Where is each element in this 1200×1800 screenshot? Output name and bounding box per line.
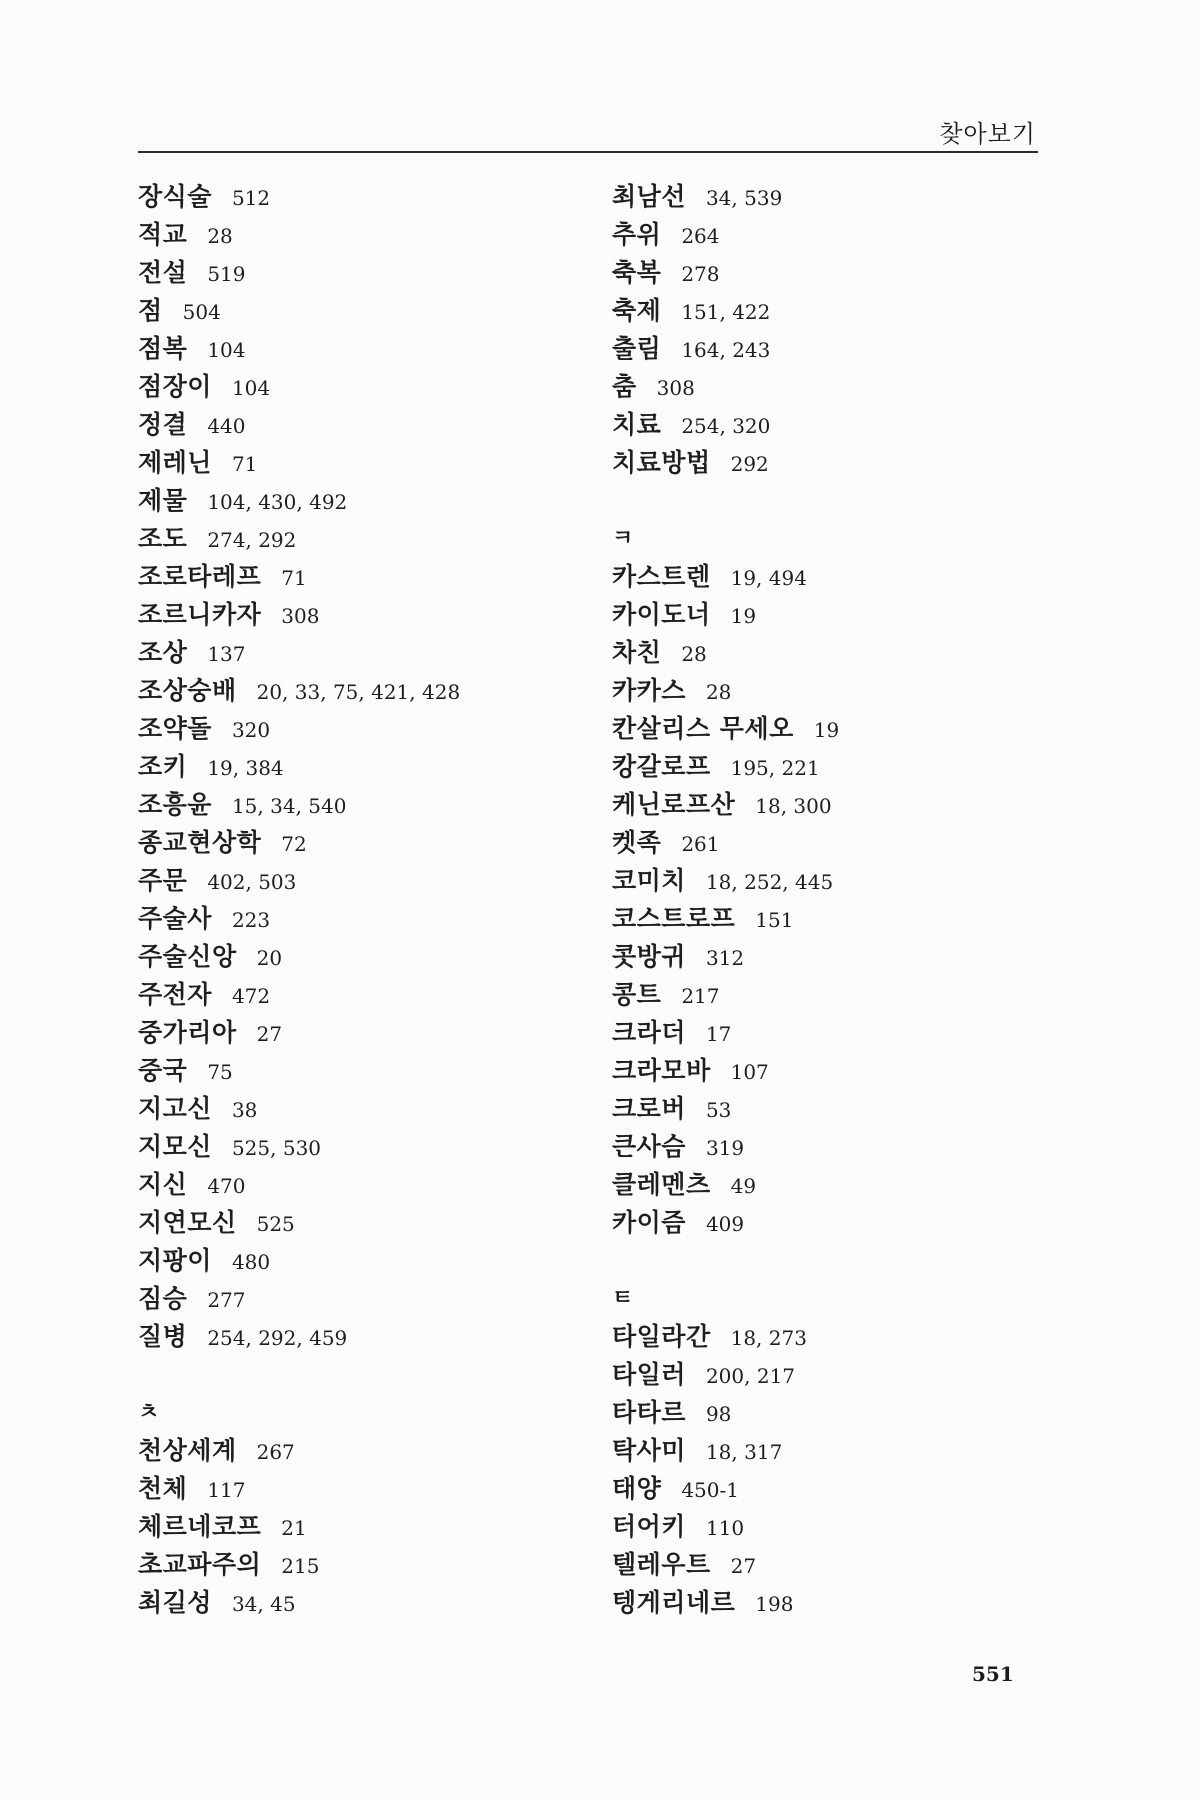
index-term: 태양	[612, 1474, 662, 1503]
index-term: 주전자	[138, 980, 212, 1009]
index-pages: 512	[231, 186, 271, 210]
index-pages: 254, 320	[681, 414, 771, 438]
index-pages: 19, 494	[730, 566, 807, 590]
index-entry	[138, 520, 558, 558]
index-pages: 292	[730, 452, 769, 476]
index-term: 차친	[612, 638, 662, 667]
index-pages: 71	[281, 566, 307, 590]
index-term: 칸살리스 무세오	[612, 714, 794, 743]
index-term: 축제	[612, 296, 662, 325]
index-pages: 17	[705, 1022, 732, 1046]
index-term: 조도	[138, 524, 188, 553]
index-pages: 504	[182, 300, 221, 324]
index-pages: 18, 300	[755, 794, 832, 818]
index-term: 최남선	[612, 182, 686, 211]
index-pages: 28	[681, 642, 707, 666]
section-heading: ㅌ	[612, 1286, 634, 1311]
index-entry	[612, 672, 1032, 710]
index-term: 천체	[138, 1474, 188, 1503]
index-entry	[612, 178, 1032, 216]
index-pages: 28	[705, 680, 732, 704]
index-term: 텔레우트	[612, 1550, 711, 1579]
index-pages: 53	[705, 1098, 732, 1122]
index-pages: 49	[730, 1174, 757, 1198]
index-term: 타일러	[612, 1360, 686, 1389]
index-pages: 274, 292	[207, 528, 297, 552]
index-entry	[138, 444, 558, 482]
index-term: 점장이	[138, 372, 212, 401]
index-term: 축복	[612, 258, 662, 287]
index-entry	[612, 1318, 1032, 1356]
index-pages: 107	[730, 1060, 769, 1084]
index-pages: 104, 430, 492	[207, 490, 348, 514]
section-heading: ㅋ	[612, 526, 634, 551]
index-pages: 480	[231, 1250, 271, 1274]
index-entry	[612, 748, 1032, 786]
index-entry	[612, 254, 1032, 292]
index-term: 제물	[138, 486, 188, 515]
index-term: 조약돌	[138, 714, 212, 743]
index-term: 주술사	[138, 904, 212, 933]
index-term: 짐승	[138, 1284, 188, 1313]
index-pages: 450-1	[681, 1478, 739, 1502]
index-entry	[612, 862, 1032, 900]
index-entry	[138, 1546, 558, 1584]
index-term: 전설	[138, 258, 188, 287]
section-heading: ㅊ	[138, 1400, 160, 1425]
blank-line	[138, 1356, 558, 1394]
index-entry	[138, 254, 558, 292]
index-pages: 198	[755, 1592, 794, 1616]
index-pages: 18, 317	[705, 1440, 783, 1464]
index-term: 치료방법	[612, 448, 711, 477]
index-entry	[612, 1584, 1032, 1622]
index-term: 주술신앙	[138, 942, 237, 971]
index-pages: 20, 33, 75, 421, 428	[256, 680, 461, 704]
index-entry	[138, 938, 558, 976]
index-entry	[612, 1128, 1032, 1166]
index-entry	[612, 368, 1032, 406]
index-entry	[138, 596, 558, 634]
index-entry	[138, 216, 558, 254]
index-entry	[612, 710, 1032, 748]
index-term: 카이즘	[612, 1208, 686, 1237]
index-term: 크라모바	[612, 1056, 711, 1085]
index-entry	[612, 976, 1032, 1014]
index-pages: 519	[207, 262, 246, 286]
index-term: 탁사미	[612, 1436, 686, 1465]
index-term: 카카스	[612, 676, 686, 705]
index-entry	[138, 1432, 558, 1470]
index-pages: 110	[705, 1516, 745, 1540]
index-column-right	[612, 178, 1032, 1622]
index-term: 지연모신	[138, 1208, 237, 1237]
index-entry	[612, 444, 1032, 482]
index-entry	[138, 1090, 558, 1128]
index-entry	[612, 824, 1032, 862]
index-pages: 151	[755, 908, 794, 932]
index-term: 타일라간	[612, 1322, 711, 1351]
index-term: 종교현상학	[138, 828, 262, 857]
index-term: 중가리아	[138, 1018, 237, 1047]
index-entry	[138, 292, 558, 330]
index-entry	[612, 1432, 1032, 1470]
index-term: 질병	[138, 1322, 188, 1351]
index-term: 조흥윤	[138, 790, 212, 819]
index-pages: 38	[231, 1098, 258, 1122]
index-term: 지모신	[138, 1132, 212, 1161]
index-pages: 200, 217	[705, 1364, 796, 1388]
index-term: 조상숭배	[138, 676, 237, 705]
index-entry	[612, 1052, 1032, 1090]
index-pages: 104	[207, 338, 246, 362]
index-term: 클레멘츠	[612, 1170, 711, 1199]
index-entry	[138, 1128, 558, 1166]
index-term: 케닌로프산	[612, 790, 736, 819]
index-pages: 21	[281, 1516, 307, 1540]
index-pages: 261	[681, 832, 720, 856]
index-term: 제레닌	[138, 448, 212, 477]
index-pages: 525	[256, 1212, 295, 1236]
index-term: 카이도너	[612, 600, 711, 629]
index-pages: 15, 34, 540	[231, 794, 347, 818]
index-entry	[138, 1166, 558, 1204]
index-pages: 19, 384	[207, 756, 284, 780]
index-term: 터어키	[612, 1512, 686, 1541]
index-pages: 308	[656, 376, 695, 400]
index-entry	[612, 1470, 1032, 1508]
index-pages: 308	[281, 604, 320, 628]
page-header-title: 찾아보기	[939, 120, 1036, 148]
index-pages: 34, 539	[705, 186, 783, 210]
index-pages: 98	[705, 1402, 732, 1426]
index-entry	[138, 558, 558, 596]
index-term: 체르네코프	[138, 1512, 262, 1541]
index-pages: 320	[231, 718, 271, 742]
index-entry	[138, 1014, 558, 1052]
index-term: 지신	[138, 1170, 188, 1199]
index-entry	[138, 976, 558, 1014]
index-column-left	[138, 178, 558, 1622]
index-term: 조르니카자	[138, 600, 262, 629]
index-pages: 440	[207, 414, 246, 438]
index-term: 크라더	[612, 1018, 686, 1047]
index-term: 추위	[612, 220, 662, 249]
index-pages: 409	[705, 1212, 745, 1236]
index-term: 조키	[138, 752, 188, 781]
index-pages: 402, 503	[207, 870, 297, 894]
index-pages: 104	[231, 376, 271, 400]
index-term: 춤	[612, 372, 637, 401]
index-entry	[138, 1242, 558, 1280]
index-entry	[612, 330, 1032, 368]
index-term: 큰사슴	[612, 1132, 686, 1161]
index-entry	[612, 216, 1032, 254]
index-term: 텡게리네르	[612, 1588, 736, 1617]
index-pages: 20	[256, 946, 283, 970]
index-entry	[138, 1204, 558, 1242]
index-entry	[612, 1394, 1032, 1432]
index-entry	[612, 900, 1032, 938]
index-entry	[138, 862, 558, 900]
index-pages: 217	[681, 984, 720, 1008]
index-pages: 34, 45	[231, 1592, 296, 1616]
blank-line	[612, 482, 1032, 520]
index-entry	[138, 748, 558, 786]
index-term: 장식술	[138, 182, 212, 211]
index-entry	[612, 1014, 1032, 1052]
index-pages: 472	[231, 984, 271, 1008]
index-pages: 151, 422	[681, 300, 771, 324]
index-entry	[138, 406, 558, 444]
index-term: 조로타레프	[138, 562, 262, 591]
index-entry	[612, 938, 1032, 976]
index-pages: 164, 243	[681, 338, 771, 362]
index-pages: 215	[281, 1554, 320, 1578]
index-entry	[138, 672, 558, 710]
index-pages: 75	[207, 1060, 233, 1084]
index-entry	[138, 1584, 558, 1622]
index-pages: 137	[207, 642, 246, 666]
index-term: 코미치	[612, 866, 686, 895]
blank-line	[612, 1242, 1032, 1280]
index-entry	[138, 634, 558, 672]
index-term: 코스트로프	[612, 904, 736, 933]
index-term: 정결	[138, 410, 188, 439]
index-entry	[612, 634, 1032, 672]
index-entry	[612, 1508, 1032, 1546]
index-entry	[138, 1052, 558, 1090]
index-entry	[138, 368, 558, 406]
index-entry	[612, 1204, 1032, 1242]
index-term: 최길성	[138, 1588, 212, 1617]
index-entry	[138, 900, 558, 938]
index-entry	[138, 710, 558, 748]
header-rule	[138, 151, 1038, 153]
index-entry	[138, 1470, 558, 1508]
index-term: 지팡이	[138, 1246, 212, 1275]
index-term: 켓족	[612, 828, 662, 857]
index-pages: 18, 273	[730, 1326, 807, 1350]
index-term: 점	[138, 296, 163, 325]
index-term: 콩트	[612, 980, 662, 1009]
index-pages: 28	[207, 224, 233, 248]
index-pages: 278	[681, 262, 720, 286]
index-term: 출림	[612, 334, 662, 363]
index-pages: 18, 252, 445	[705, 870, 834, 894]
index-pages: 19	[813, 718, 840, 742]
index-pages: 319	[705, 1136, 745, 1160]
index-entry	[138, 482, 558, 520]
index-term: 주문	[138, 866, 188, 895]
index-entry	[612, 596, 1032, 634]
index-term: 치료	[612, 410, 662, 439]
index-entry	[138, 824, 558, 862]
index-term: 크로버	[612, 1094, 686, 1123]
index-entry	[612, 558, 1032, 596]
index-entry	[612, 1166, 1032, 1204]
index-pages: 223	[231, 908, 271, 932]
index-entry	[612, 786, 1032, 824]
index-term: 카스트렌	[612, 562, 711, 591]
index-pages: 27	[256, 1022, 283, 1046]
page-number: 551	[972, 1662, 1014, 1686]
index-pages: 277	[207, 1288, 246, 1312]
index-term: 콧방귀	[612, 942, 686, 971]
index-term: 타타르	[612, 1398, 686, 1427]
index-pages: 117	[207, 1478, 246, 1502]
index-term: 조상	[138, 638, 188, 667]
index-pages: 470	[207, 1174, 246, 1198]
index-pages: 267	[256, 1440, 295, 1464]
index-term: 초교파주의	[138, 1550, 262, 1579]
index-term: 적교	[138, 220, 188, 249]
index-pages: 27	[730, 1554, 757, 1578]
index-term: 지고신	[138, 1094, 212, 1123]
index-pages: 19	[730, 604, 757, 628]
index-term: 천상세계	[138, 1436, 237, 1465]
index-entry	[138, 330, 558, 368]
index-term: 중국	[138, 1056, 188, 1085]
index-entry	[612, 1546, 1032, 1584]
index-pages: 525, 530	[231, 1136, 322, 1160]
index-pages: 195, 221	[730, 756, 820, 780]
index-entry	[138, 1508, 558, 1546]
index-pages: 71	[231, 452, 258, 476]
index-pages: 72	[281, 832, 307, 856]
index-entry	[138, 178, 558, 216]
index-pages: 264	[681, 224, 720, 248]
index-term: 점복	[138, 334, 188, 363]
index-entry	[138, 786, 558, 824]
index-entry	[138, 1318, 558, 1356]
index-entry	[612, 292, 1032, 330]
index-term: 캉갈로프	[612, 752, 711, 781]
index-entry	[138, 1280, 558, 1318]
index-pages: 312	[705, 946, 745, 970]
index-pages: 254, 292, 459	[207, 1326, 348, 1350]
index-entry	[612, 1356, 1032, 1394]
index-entry	[612, 1090, 1032, 1128]
index-entry	[612, 406, 1032, 444]
